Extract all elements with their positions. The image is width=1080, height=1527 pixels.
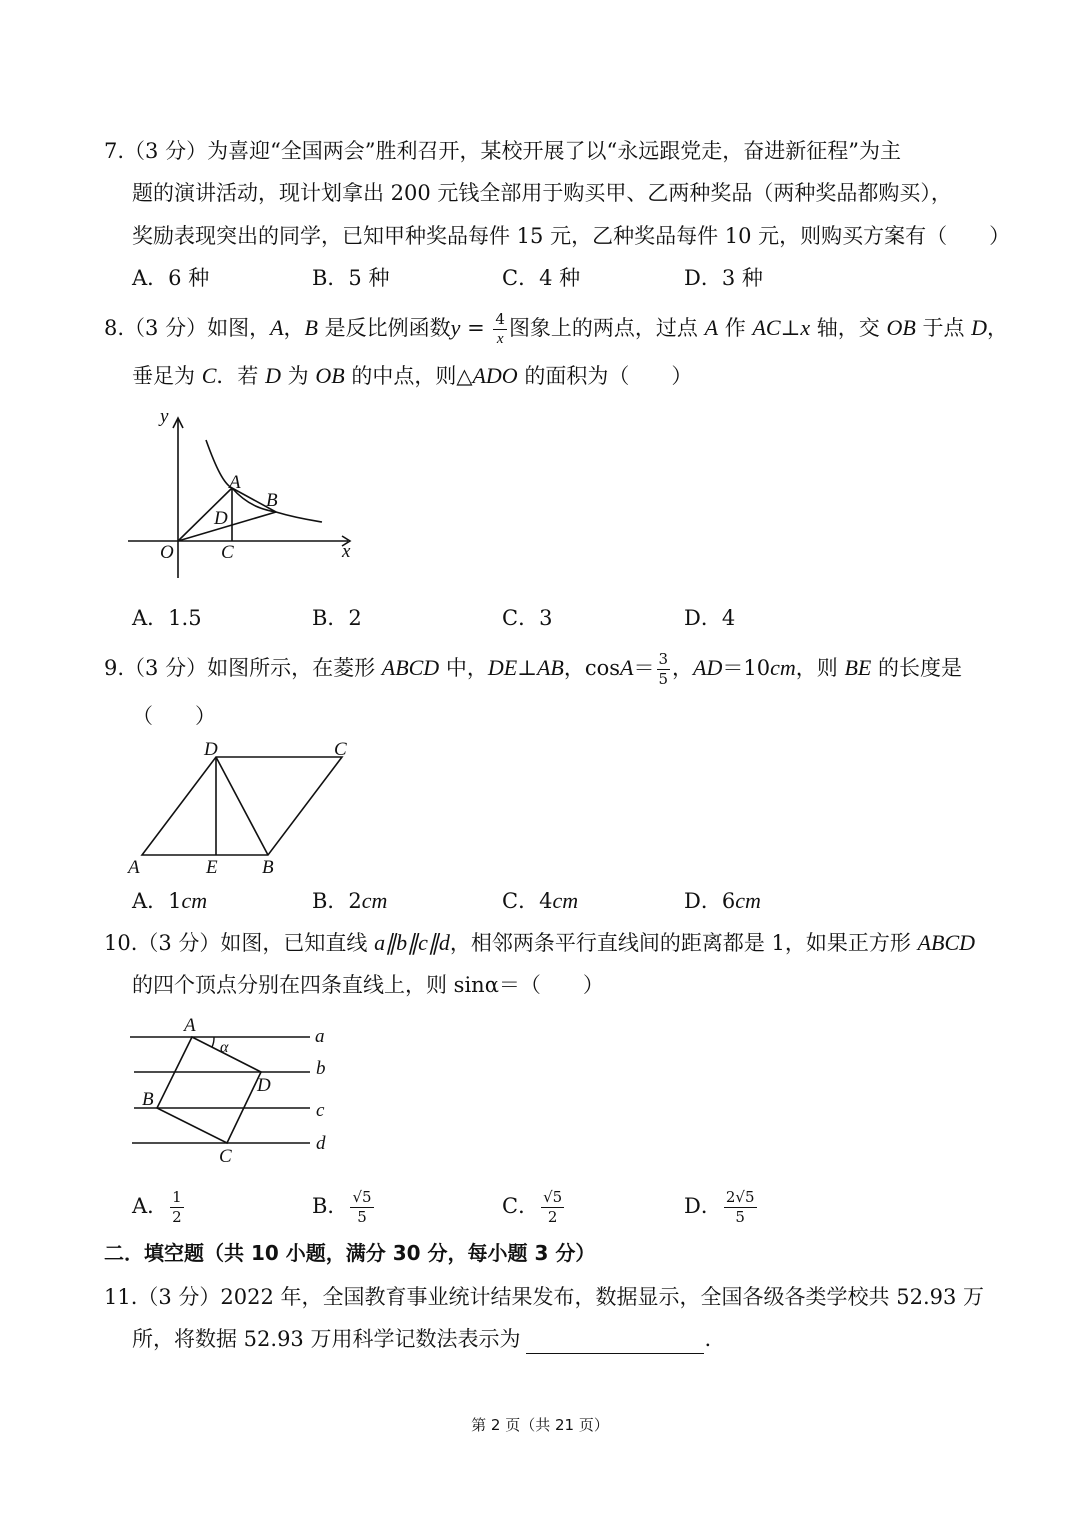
q9-line1: 9.（3 分）如图所示，在菱形 ABCD 中，DE⊥AB，cosA＝ $\frac{3}{5}$ ，AD＝10cm，则 BE 的长度是 <box>104 650 963 688</box>
q7-line2: 题的演讲活动，现计划拿出 200 元钱全部用于购买甲、乙两种奖品（两种奖品都购买）， <box>132 181 952 205</box>
q11-line2: 所，将数据 52.93 万用科学记数法表示为 . <box>132 1324 711 1354</box>
q8-label-y: y <box>160 406 169 427</box>
q8-fraction: $\frac{4}{x}$ <box>495 310 505 347</box>
q10-label-line-a: a <box>315 1026 325 1047</box>
q8-option-c: C．3 <box>502 606 553 630</box>
q7-option-a: A．6 种 <box>132 266 210 290</box>
q10-label-a: A <box>184 1015 196 1036</box>
q10-label-line-c: c <box>316 1100 325 1121</box>
q10-label-c: C <box>219 1146 232 1167</box>
section-2-heading: 二．填空题（共 10 小题，满分 30 分，每小题 3 分） <box>104 1241 596 1265</box>
page-footer: 第 2 页（共 21 页） <box>471 1416 609 1434</box>
q7-line1: 7.（3 分）为喜迎“全国两会”胜利召开，某校开展了以“永远跟党走，奋进新征程”为主 <box>104 139 902 163</box>
q9-option-c: C．4cm <box>502 888 579 913</box>
q8-line2: 垂足为 C．若 D 为 OB 的中点，则△ADO 的面积为（ ） <box>132 363 693 388</box>
q8-label-c: C <box>221 542 234 563</box>
q10-figure-square <box>120 1012 350 1172</box>
q10-option-d: D． $\frac{2√5}{5}$ <box>684 1188 755 1226</box>
q9-option-d: D．6cm <box>684 888 761 913</box>
q8-option-b: B．2 <box>312 606 362 630</box>
q10-label-b: B <box>142 1089 154 1110</box>
q9-option-a: A．1cm <box>132 888 208 913</box>
q9-label-c: C <box>334 739 347 760</box>
q9-line2: （ ） <box>132 704 216 728</box>
q9-segment-db <box>216 757 268 855</box>
q8-figure-hyperbola <box>120 400 370 585</box>
q9-label-e: E <box>206 857 218 878</box>
q8-label-d: D <box>214 508 228 529</box>
q10-option-c: C． $\frac{√5}{2}$ <box>502 1188 563 1226</box>
q8-label-a: A <box>229 472 241 493</box>
q10-label-line-b: b <box>316 1058 326 1079</box>
q8-option-d: D．4 <box>684 606 736 630</box>
q9-label-a: A <box>128 857 140 878</box>
q8-label-x: x <box>342 541 351 562</box>
q10-line1: 10.（3 分）如图，已知直线 a∥b∥c∥d，相邻两条平行直线间的距离都是 1，如果正方形 ABCD <box>104 930 976 955</box>
q8-line1: 8.（3 分）如图，A，B 是反比例函数y = $\frac{4}{x}$ 图象上的两点，过点 A 作 AC⊥x 轴，交 OB 于点 D， <box>104 310 1009 347</box>
q10-label-line-d: d <box>316 1133 326 1154</box>
q10-square-abcd <box>157 1037 261 1143</box>
q9-label-d: D <box>204 739 218 760</box>
q9-fraction: $\frac{3}{5}$ <box>658 650 669 688</box>
q10-label-d: D <box>257 1075 271 1096</box>
q8-option-a: A．1.5 <box>132 606 202 630</box>
q10-option-a: A． $\frac{1}{2}$ <box>132 1188 182 1226</box>
q10-option-b: B． $\frac{√5}{5}$ <box>312 1188 372 1226</box>
q8-label-o: O <box>160 542 174 563</box>
q10-angle-arc <box>212 1037 214 1047</box>
q7-line3: 奖励表现突出的同学，已知甲种奖品每件 15 元，乙种奖品每件 10 元，则购买方案有（ ） <box>132 224 1011 248</box>
q7-option-b: B．5 种 <box>312 266 390 290</box>
q9-figure-rhombus <box>120 735 370 885</box>
q10-line2: 的四个顶点分别在四条直线上，则 sinα＝（ ） <box>132 973 604 997</box>
q10-label-alpha: α <box>220 1039 229 1056</box>
q7-option-c: C．4 种 <box>502 266 581 290</box>
q8-label-b: B <box>266 490 278 511</box>
q7-option-d: D．3 种 <box>684 266 763 290</box>
q11-line1: 11.（3 分）2022 年，全国教育事业统计结果发布，数据显示，全国各级各类学校共 52.93 万 <box>104 1285 985 1309</box>
q9-option-b: B．2cm <box>312 888 388 913</box>
q11-answer-blank[interactable] <box>526 1331 704 1354</box>
q9-label-b: B <box>262 857 274 878</box>
